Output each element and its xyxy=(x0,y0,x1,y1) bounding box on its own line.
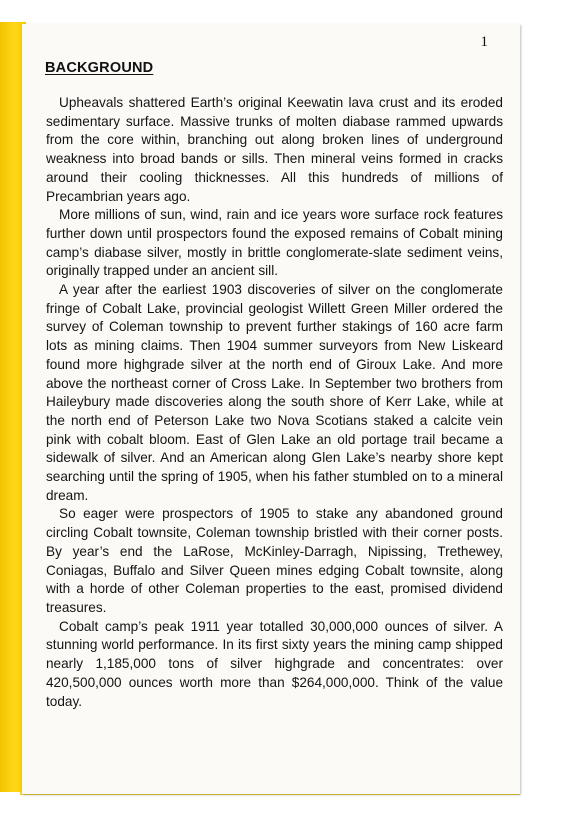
paragraph-4: So eager were prospectors of 1905 to stake any abandoned ground circling Cobalt townsite, Coleman township bristled with their corner posts. By year’s end the LaRose, McKinley-Darragh, Nipissing, Trethewey, Coniagas, Buffalo and Silver Queen mines edging Cobalt townsite, along with a horde of other Coleman properties to the east, promised dividend treasures. xyxy=(46,506,503,615)
body-text xyxy=(46,94,503,711)
paragraph-2: More millions of sun, wind, rain and ice years wore surface rock features further down until prospectors found the exposed remains of Cobalt mining camp’s diabase silver, mostly in brittle conglomerate-slate sediment veins, originally trapped under an ancient sill. xyxy=(46,207,503,279)
paragraph-1: Upheavals shattered Earth’s original Keewatin lava crust and its eroded sedimentary surface. Massive trunks of molten diabase rammed upwards from the core within, branching out along broken lines of underground weakness into broad bands or sills. Then mineral veins formed in cracks around their cooling thicknesses. All this hundreds of millions of Precambrian years ago. xyxy=(46,95,503,204)
book-page xyxy=(22,24,520,794)
section-heading: BACKGROUND xyxy=(45,60,154,76)
paragraph-5: Cobalt camp’s peak 1911 year totalled 30,000,000 ounces of silver. A stunning world performance. In its first sixty years the mining camp shipped nearly 1,185,000 tons of silver highgrade and concentrates: over 420,500,000 ounces worth more than $264,000,000. Think of the value today. xyxy=(46,618,503,709)
paragraph-3: A year after the earliest 1903 discoveries of silver on the conglomerate fringe of Cobalt Lake, provincial geologist Willett Green Miller ordered the survey of Coleman township to prevent further stakings of 160 acre farm lots as mining claims. Then 1904 summer surveyors from New Liskeard found more highgrade silver at the north end of Giroux Lake. And more above the northeast corner of Cross Lake. In September two brothers from Haileybury made discoveries along the south shore of Kerr Lake, while at the north end of Peterson Lake two Nova Scotians staked a calcite vein pink with cobalt bloom. East of Glen Lake an old portage trail became a sidewalk of silver. And an American along Glen Lake’s nearby shore kept searching until the spring of 1905, when his father stumbled on to a mineral dream. xyxy=(46,282,503,503)
page-number: 1 xyxy=(480,34,488,50)
